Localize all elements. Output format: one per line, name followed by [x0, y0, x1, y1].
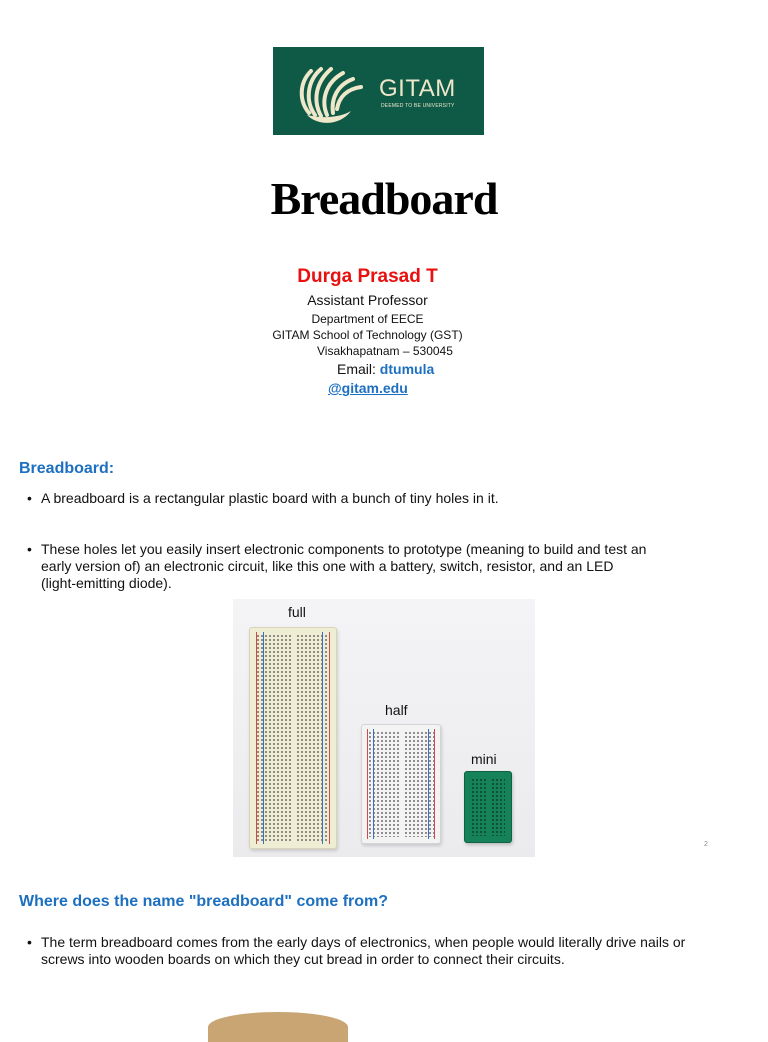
- logo-tagline: DEEMED TO BE UNIVERSITY: [381, 103, 455, 109]
- center-channel: [486, 776, 490, 838]
- author-name: Durga Prasad T: [297, 266, 438, 287]
- breadboard-sizes-photo: [233, 599, 535, 857]
- email-domain-link[interactable]: @gitam.edu: [328, 380, 408, 396]
- power-rail-red: [329, 632, 330, 844]
- logo-wordmark: GITAM: [379, 75, 456, 102]
- bullet-dot: •: [27, 934, 32, 950]
- page-title: Breadboard: [270, 173, 498, 224]
- full-breadboard-image: [249, 627, 337, 849]
- author-email: [337, 361, 434, 377]
- label-mini: mini: [471, 751, 497, 767]
- bullet-text: The term breadboard comes from the early days of electronics, when people would literally drive nails or screws into wooden boards on which they cut bread in order to connect their circuits.: [41, 934, 686, 967]
- author-location: Visakhapatnam – 530045: [317, 344, 453, 358]
- center-channel: [291, 632, 295, 844]
- mini-breadboard-image: [464, 771, 512, 843]
- bullet-item: [27, 541, 647, 592]
- power-rail-red: [367, 729, 368, 839]
- page-number: 2: [704, 841, 708, 848]
- bullet-text: A breadboard is a rectangular plastic board with a bunch of tiny holes in it.: [41, 490, 499, 506]
- power-rail-red: [256, 632, 257, 844]
- wooden-breadboard-image: [208, 1012, 348, 1042]
- email-label: Email:: [337, 361, 380, 377]
- power-rail-blue: [428, 729, 429, 839]
- power-rail-blue: [263, 632, 264, 844]
- power-rail-blue: [373, 729, 374, 839]
- power-rail-blue: [322, 632, 323, 844]
- bullet-dot: •: [27, 541, 32, 557]
- author-department: Department of EECE: [311, 312, 424, 326]
- author-role: Assistant Professor: [307, 292, 428, 308]
- email-user-link[interactable]: dtumula: [379, 361, 435, 377]
- author-school: GITAM School of Technology (GST): [272, 328, 463, 342]
- bullet-item: [27, 934, 687, 968]
- power-rail-red: [434, 729, 435, 839]
- gitam-emblem-icon: [291, 53, 371, 129]
- label-half: half: [385, 702, 408, 718]
- section-heading-breadboard: Breadboard:: [19, 460, 115, 477]
- label-full: full: [288, 604, 306, 620]
- section-heading-name-origin: Where does the name "breadboard" come from?: [19, 893, 389, 910]
- bullet-dot: •: [27, 490, 32, 506]
- half-breadboard-image: [361, 724, 441, 844]
- bullet-item: [27, 490, 667, 507]
- gitam-logo: [273, 47, 484, 135]
- bullet-text: These holes let you easily insert electronic components to prototype (meaning to build and test an early version of) an electronic circuit, like this one with a battery, switch, resistor, and an LED (light-emitting diode).: [41, 541, 647, 591]
- center-channel: [399, 729, 403, 839]
